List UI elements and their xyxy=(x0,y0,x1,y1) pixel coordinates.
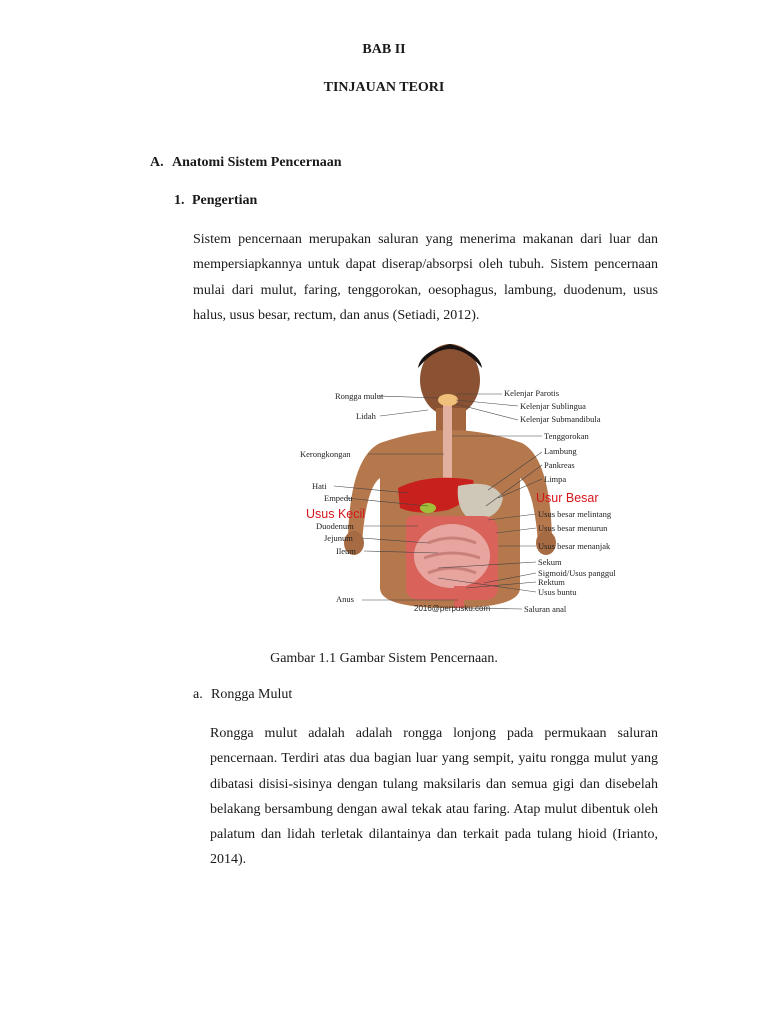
chapter-heading: BAB II xyxy=(362,42,406,57)
label-hati: Hati xyxy=(312,481,327,491)
label-kelenjar-submandibula: Kelenjar Submandibula xyxy=(520,414,601,424)
label-ileum: Ileum xyxy=(336,546,356,556)
label-kelenjar-sublingua: Kelenjar Sublingua xyxy=(520,401,586,411)
heading-usus-kecil: Usus Kecil xyxy=(306,507,366,521)
label-usus-buntu: Usus buntu xyxy=(538,587,577,597)
label-sigmoid: Sigmoid/Usus panggul xyxy=(538,568,616,578)
definition-paragraph: Sistem pencernaan merupakan saluran yang menerima makanan dari luar dan mempersiapkannya untuk dapat diserap/absorpsi oleh tubuh. Sistem pencernaan mulai dari mulut, faring, tenggorokan, oesophagus, lambung, duodenum, usus halus, usus besar, rectum, dan anus (Setiadi, 2012). xyxy=(193,232,658,323)
label-tenggorokan: Tenggorokan xyxy=(544,431,589,441)
chapter-title: TINJAUAN TEORI xyxy=(323,80,445,95)
section-title: Anatomi Sistem Pencernaan xyxy=(172,155,342,170)
label-kerongkongan: Kerongkongan xyxy=(300,449,351,459)
digestive-system-figure xyxy=(288,338,628,623)
label-pankreas: Pankreas xyxy=(544,460,575,470)
watermark: 2016@perpusku.com xyxy=(414,604,491,613)
left-labels xyxy=(300,391,384,604)
digestive-system-illustration xyxy=(288,338,628,623)
section-heading xyxy=(150,155,342,171)
label-kelenjar-parotis: Kelenjar Parotis xyxy=(504,388,559,398)
label-sekum: Sekum xyxy=(538,557,562,567)
section-number: A. xyxy=(150,155,164,170)
subsection-number: 1. xyxy=(174,193,185,208)
label-rektum: Rektum xyxy=(538,577,565,587)
label-jejunum: Jejunum xyxy=(324,533,353,543)
figure-caption: Gambar 1.1 Gambar Sistem Pencernaan. xyxy=(270,651,498,666)
label-duodenum: Duodenum xyxy=(316,521,354,531)
label-usus-besar-menanjak: Usus besar menanjak xyxy=(538,541,611,551)
subpoint-number: a. xyxy=(193,687,203,702)
label-limpa: Limpa xyxy=(544,474,567,484)
label-saluran-anal: Saluran anal xyxy=(524,604,567,614)
human-body-illustration xyxy=(344,344,556,608)
subpoint-heading xyxy=(193,687,292,703)
heading-usus-besar: Usur Besar xyxy=(536,491,599,505)
label-empedu: Empedu xyxy=(324,493,353,503)
rongga-mulut-paragraph: Rongga mulut adalah adalah rongga lonjong pada permukaan saluran pencernaan. Terdiri atas dua bagian luar yang sempit, yaitu rongga mulut yang dibatasi disisi-sisinya dengan tulang maksilaris dan semua gigi dan disebelah belakang bersambung dengan awal tekak atau faring. Atap mulut dibentuk oleh palatum dan lidah terletak dilantainya dan terkait pada tulang hioid (Irianto, 2014). xyxy=(210,726,658,868)
label-usus-besar-menurun: Usus besar menurun xyxy=(538,523,608,533)
subsection-title: Pengertian xyxy=(192,193,258,208)
subpoint-title: Rongga Mulut xyxy=(211,687,293,702)
label-usus-besar-melintang: Usus besar melintang xyxy=(538,509,612,519)
label-rongga-mulut: Rongga mulut xyxy=(335,391,384,401)
label-lambung: Lambung xyxy=(544,446,577,456)
subsection-heading xyxy=(174,193,257,209)
label-lidah: Lidah xyxy=(356,411,376,421)
label-anus: Anus xyxy=(336,594,354,604)
